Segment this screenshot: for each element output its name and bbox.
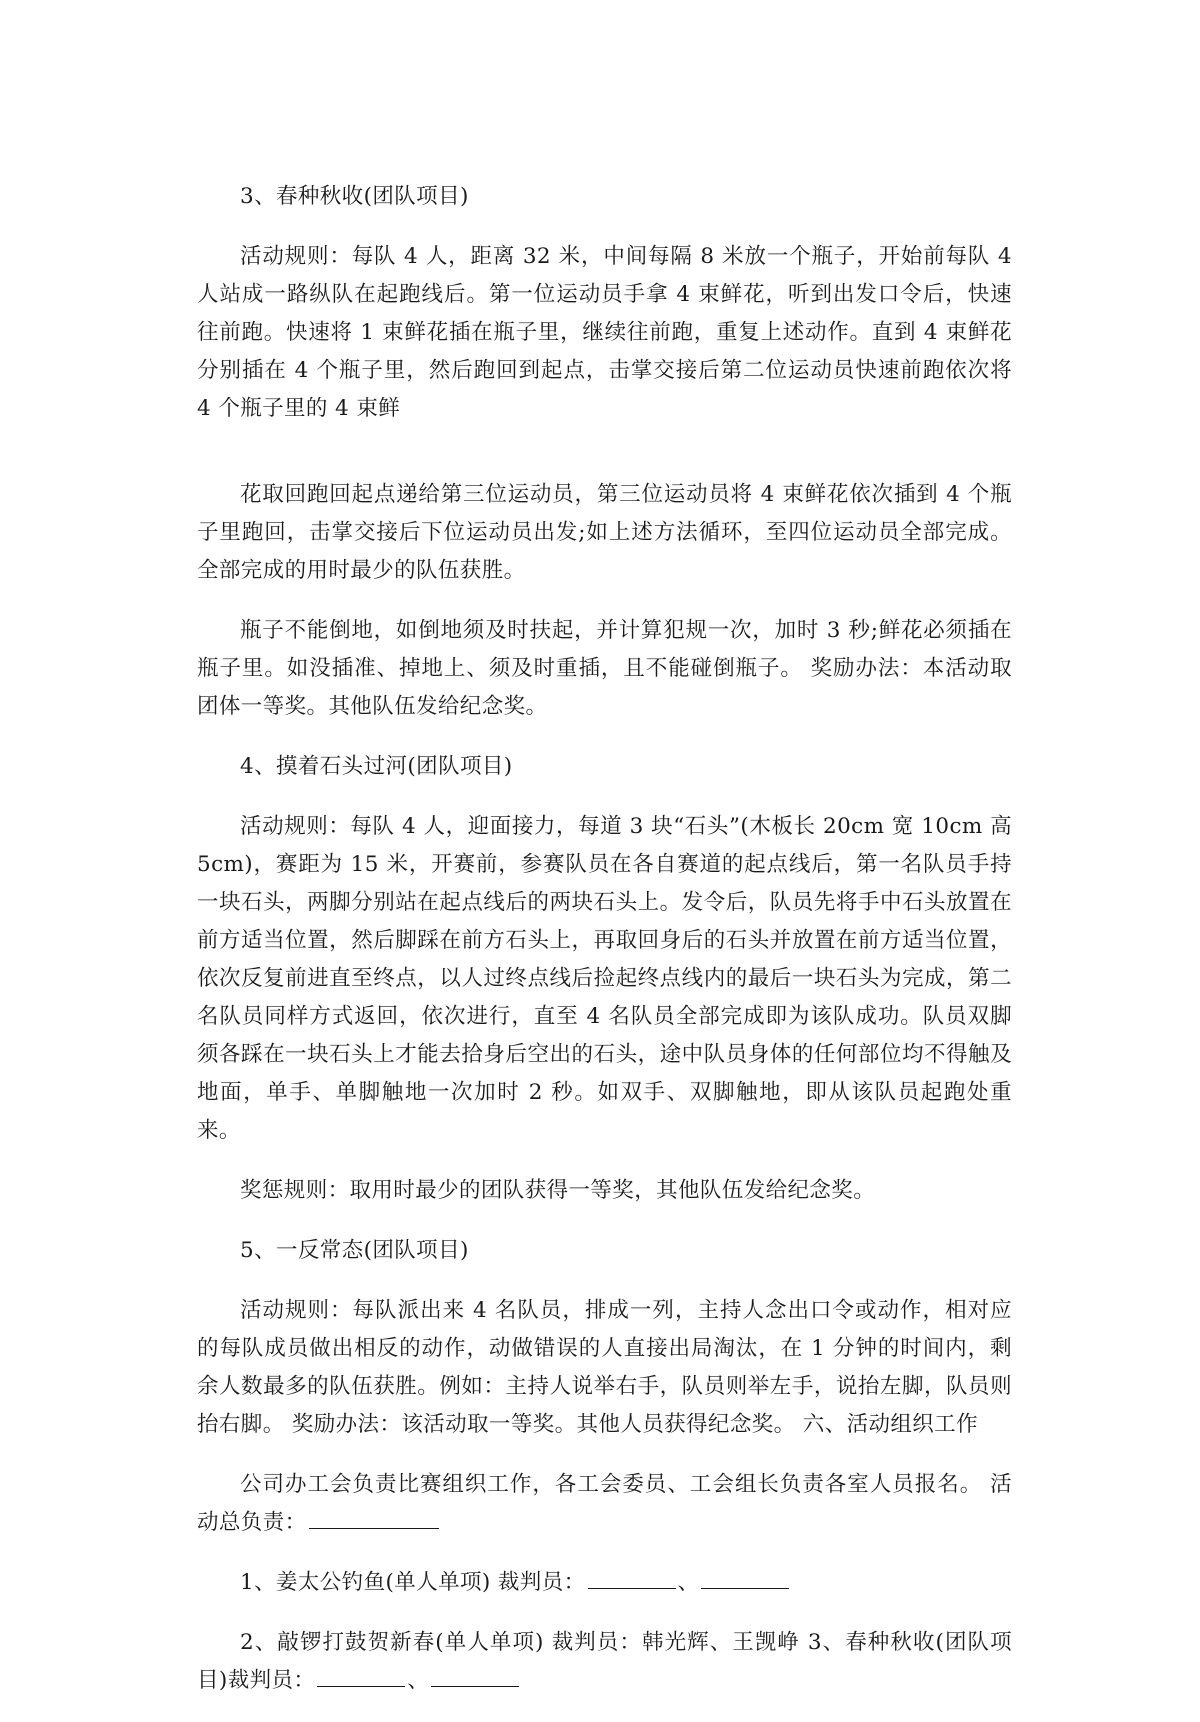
section3-rules-part1: 活动规则：每队 4 人，距离 32 米，中间每隔 8 米放一个瓶子，开始前每队 4 人站成一路纵队在起跑线后。第一位运动员手拿 4 束鲜花，听到出发口令后，快速往前跑。快速将 1 束鲜花插在瓶子里，继续往前跑，重复上述动作。直到 4 束鲜花分别插在 4 个瓶子里，然后跑回到起点，击掌交接后第二位运动员快速前跑依次将 4 个瓶子里的 4 束鲜 <box>197 244 1012 421</box>
overall-lead-blank <box>309 1504 439 1529</box>
section5-title: 5、一反常态(团队项目) <box>240 1238 469 1263</box>
judge1-blank-b <box>701 1564 789 1589</box>
section4-rules: 活动规则：每队 4 人，迎面接力，每道 3 块“石头”(木板长 20cm 宽 10cm 高 5cm)，赛距为 15 米，开赛前，参赛队员在各自赛道的起点线后，第一名队员手持一块石头，两脚分别站在起点线后的两块石头上。发令后，队员先将手中石头放置在前方适当位置，然后脚踩在前方石头上，再取回身后的石头并放置在前方适当位置，依次反复前进直至终点，以人过终点线后捡起终点线内的最后一块石头为完成，第二名队员同样方式返回，依次进行，直至 4 名队员全部完成即为该队成功。队员双脚须各踩在一块石头上才能去拾身后空出的石头，途中队员身体的任何部位均不得触及地面，单手、单脚触地一次加时 2 秒。如双手、双脚触地，即从该队员起跑处重来。 <box>197 814 1012 1143</box>
judge3-blank-b <box>431 1662 519 1687</box>
judge-line-2 <box>197 1624 1012 1700</box>
judge1-separator: 、 <box>677 1570 700 1595</box>
section3-title: 3、春种秋收(团队项目) <box>240 184 469 209</box>
section3-rules-part3: 瓶子不能倒地，如倒地须及时扶起，并计算犯规一次，加时 3 秒;鲜花必须插在瓶子里。如没插准、掉地上、须及时重插，且不能碰倒瓶子。 奖励办法：本活动取团体一等奖。其他队伍发给纪念奖。 <box>197 618 1012 719</box>
judge1-blank-a <box>588 1564 676 1589</box>
section5-rules: 活动规则：每队派出来 4 名队员，排成一列，主持人念出口令或动作，相对应的每队成员做出相反的动作，动做错误的人直接出局淘汰，在 1 分钟的时间内，剩余人数最多的队伍获胜。例如：主持人说举右手，队员则举左手，说抬左脚，队员则抬右脚。 奖励办法：该活动取一等奖。其他人员获得纪念奖。 六、活动组织工作 <box>197 1298 1012 1437</box>
judge-line-1 <box>197 1564 1012 1602</box>
section4-reward: 奖惩规则：取用时最少的团队获得一等奖，其他队伍发给纪念奖。 <box>240 1178 876 1203</box>
organization-paragraph <box>197 1466 1012 1542</box>
judge3-blank-a <box>317 1662 405 1687</box>
section3-rules-part2: 花取回跑回起点递给第三位运动员，第三位运动员将 4 束鲜花依次插到 4 个瓶子里跑回，击掌交接后下位运动员出发;如上述方法循环，至四位运动员全部完成。全部完成的用时最少的队伍获胜。 <box>197 482 1012 583</box>
section4-title: 4、摸着石头过河(团队项目) <box>240 754 513 779</box>
judge2-text: 2、敲锣打鼓贺新春(单人单项) 裁判员：韩光辉、王觊峥 3、春种秋收(团队项目)裁判员： <box>197 1630 1012 1693</box>
document-body <box>197 178 1012 1722</box>
organization-text: 公司办工会负责比赛组织工作，各工会委员、工会组长负责各室人员报名。 活动总负责： <box>197 1472 1012 1535</box>
judge2-separator: 、 <box>407 1668 430 1693</box>
judge1-label: 1、姜太公钓鱼(单人单项) 裁判员： <box>240 1570 586 1595</box>
